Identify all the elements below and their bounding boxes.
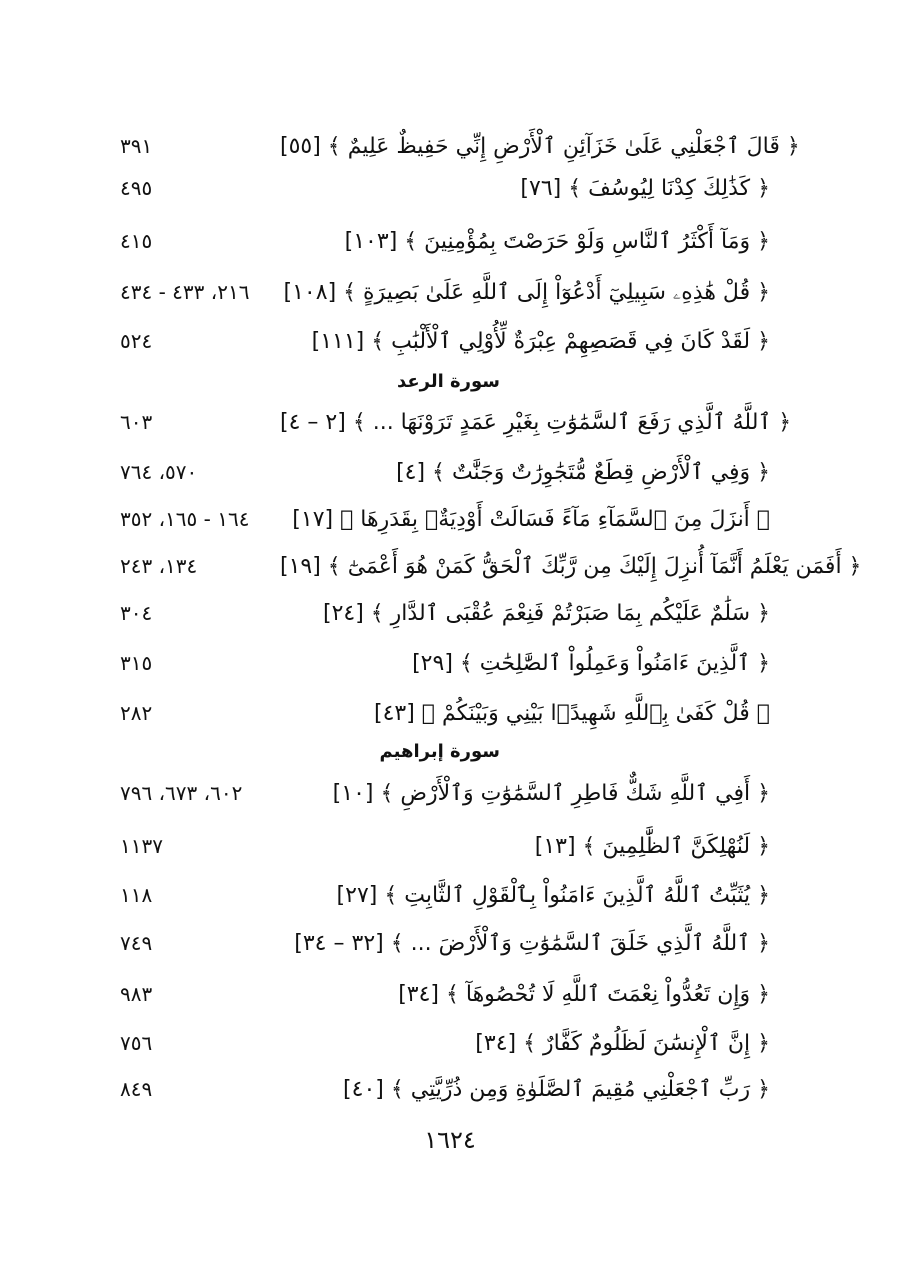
page-references: ٣٩١ <box>120 134 153 158</box>
page-references: ١١٣٧ <box>120 834 163 858</box>
index-row <box>120 502 770 536</box>
page-references: ٩٨٣ <box>120 982 153 1006</box>
verse-text: ﴿ ٱللَّهُ ٱلَّذِي رَفَعَ ٱلسَّمَٰوَٰتِ بِغَيْرِ عَمَدٍ تَرَوْنَهَا ... ﴾ [٢ – ٤] <box>280 409 792 435</box>
verse-text: ﴿ لَقَدْ كَانَ فِي قَصَصِهِمْ عِبْرَةٌ لِّأُوْلِي ٱلْأَلْبَٰبِ ﴾ [١١١] <box>311 328 770 354</box>
index-row <box>120 776 770 810</box>
verse-text: ﴿ قُلْ كَفَىٰ بِٱللَّهِ شَهِيدًۢا بَيْنِي وَبَيْنَكُمْ ﴾ [٤٣] <box>373 700 770 726</box>
verse-text: ﴿ إِنَّ ٱلْإِنسَٰنَ لَظَلُومٌ كَفَّارٌ ﴾ [٣٤] <box>475 1030 770 1056</box>
page-references: ٨٤٩ <box>120 1077 153 1101</box>
index-row <box>120 324 770 358</box>
page-references: ٧٥٦ <box>120 1031 153 1055</box>
verse-text: ﴿ ٱلَّذِينَ ءَامَنُواْ وَعَمِلُواْ ٱلصَّٰلِحَٰتِ ﴾ [٢٩] <box>412 650 770 676</box>
index-row <box>120 275 770 309</box>
index-row <box>120 129 800 163</box>
page-references: ٣١٥ <box>120 651 153 675</box>
index-row <box>120 1026 770 1060</box>
index-row <box>120 171 770 205</box>
index-row <box>120 829 770 863</box>
verse-text: ﴿ لَنُهْلِكَنَّ ٱلظَّٰلِمِينَ ﴾ [١٣] <box>534 833 770 859</box>
page-references: ٦٠٣ <box>120 410 153 434</box>
verse-text: ﴿ أَنزَلَ مِنَ ٱلسَّمَآءِ مَآءً فَسَالَتْ أَوْدِيَةٌۢ بِقَدَرِهَا ﴾ [١٧] <box>292 506 770 532</box>
verse-text: ﴿ رَبِّ ٱجْعَلْنِي مُقِيمَ ٱلصَّلَوٰةِ وَمِن ذُرِّيَّتِي ﴾ [٤٠] <box>343 1076 770 1102</box>
page-references: ٥٢٤ <box>120 329 153 353</box>
index-row <box>120 549 862 583</box>
page-references: ٢٨٢ <box>120 701 153 725</box>
verse-text: ﴿ وَمَآ أَكْثَرُ ٱلنَّاسِ وَلَوْ حَرَصْتَ بِمُؤْمِنِينَ ﴾ [١٠٣] <box>344 228 770 254</box>
page-references: ٥٧٠، ٧٦٤ <box>120 460 198 484</box>
page-references: ١٦٤ - ١٦٥، ٣٥٢ <box>120 507 250 531</box>
index-row <box>120 926 770 960</box>
page-references: ١٣٤، ٢٤٣ <box>120 554 198 578</box>
index-row <box>120 878 770 912</box>
verse-text: ﴿ أَفَمَن يَعْلَمُ أَنَّمَآ أُنزِلَ إِلَيْكَ مِن رَّبِّكَ ٱلْحَقُّ كَمَنْ هُوَ أَعْمَىٰٓ ﴾ [١٩] <box>280 553 862 579</box>
index-row <box>120 696 770 730</box>
index-row <box>120 224 770 258</box>
verse-text: ﴿ أَفِي ٱللَّهِ شَكٌّ فَاطِرِ ٱلسَّمَٰوَٰتِ وَٱلْأَرْضِ ﴾ [١٠] <box>332 780 770 806</box>
verse-text: ﴿ قُلْ هَٰذِهِۦ سَبِيلِيٓ أَدْعُوٓاْ إِلَى ٱللَّهِ عَلَىٰ بَصِيرَةٍ ﴾ [١٠٨] <box>283 279 770 305</box>
index-row <box>120 596 770 630</box>
index-row <box>120 977 770 1011</box>
page-references: ٧٤٩ <box>120 931 153 955</box>
verse-text: ﴿ يُثَبِّتُ ٱللَّهُ ٱلَّذِينَ ءَامَنُواْ بِٱلْقَوْلِ ٱلثَّابِتِ ﴾ [٢٧] <box>336 882 770 908</box>
page-references: ٦٠٢، ٦٧٣، ٧٩٦ <box>120 781 243 805</box>
index-row <box>120 646 770 680</box>
page-references: ٢١٦، ٤٣٣ - ٤٣٤ <box>120 280 250 304</box>
verse-text: ﴿ سَلَٰمٌ عَلَيْكُم بِمَا صَبَرْتُمْ فَنِعْمَ عُقْبَى ٱلدَّارِ ﴾ [٢٤] <box>322 600 770 626</box>
verse-text: ﴿ قَالَ ٱجْعَلْنِي عَلَىٰ خَزَآئِنِ ٱلْأَرْضِ إِنِّي حَفِيظٌ عَلِيمٌ ﴾ [٥٥] <box>280 133 800 159</box>
surah-heading-ibrahim: سورة إبراهيم <box>379 741 500 762</box>
verse-text: ﴿ وَفِي ٱلْأَرْضِ قِطَعٌ مُّتَجَٰوِرَٰتٌ وَجَنَّٰتٌ ﴾ [٤] <box>396 459 770 485</box>
page-references: ٤١٥ <box>120 229 153 253</box>
page-references: ٤٩٥ <box>120 176 153 200</box>
surah-heading-raad: سورة الرعد <box>396 371 500 392</box>
verse-text: ﴿ ٱللَّهُ ٱلَّذِي خَلَقَ ٱلسَّمَٰوَٰتِ وَٱلْأَرْضَ ... ﴾ [٣٢ – ٣٤] <box>294 930 770 956</box>
page-number: ١٦٢٤ <box>424 1126 476 1154</box>
page-references: ١١٨ <box>120 883 153 907</box>
index-row <box>120 455 770 489</box>
index-row <box>120 1072 770 1106</box>
verse-text: ﴿ وَإِن تَعُدُّواْ نِعْمَتَ ٱللَّهِ لَا تُحْصُوهَآ ﴾ [٣٤] <box>398 981 770 1007</box>
page-references: ٣٠٤ <box>120 601 153 625</box>
index-row <box>120 405 792 439</box>
verse-text: ﴿ كَذَٰلِكَ كِدْنَا لِيُوسُفَ ﴾ [٧٦] <box>520 175 770 201</box>
